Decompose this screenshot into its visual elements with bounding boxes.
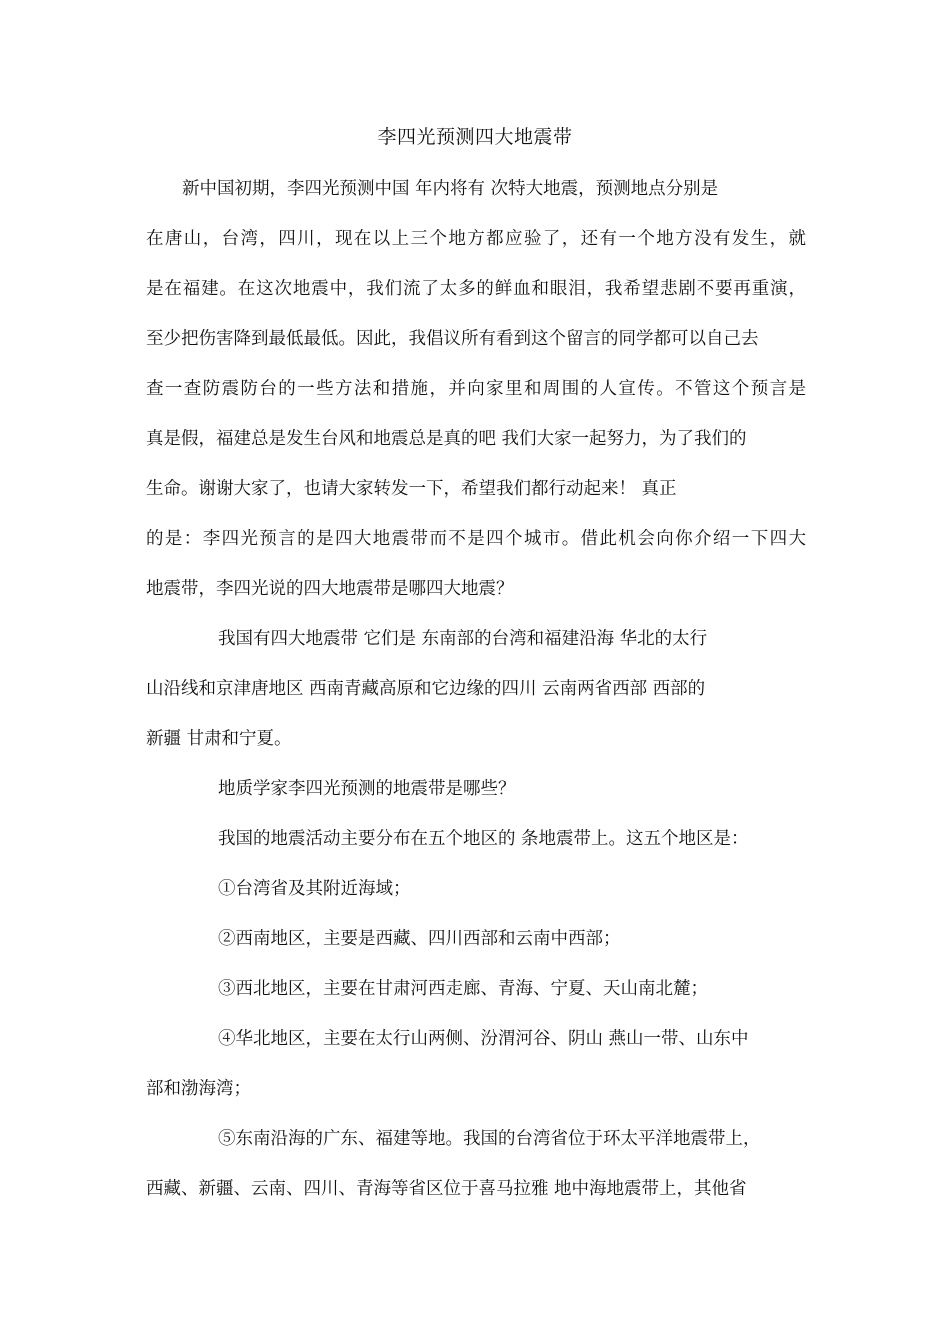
paragraph-line: 新中国初期，李四光预测中国 年内将有 次特大地震，预测地点分别是 [182, 179, 719, 199]
paragraph-line: 是在福建。在这次地震中，我们流了太多的鲜血和眼泪，我希望悲剧不要再重演， [146, 279, 806, 299]
paragraph-line: 新疆 甘肃和宁夏。 [146, 729, 292, 749]
paragraph-line: 我国的地震活动主要分布在五个地区的 条地震带上。这五个地区是： [218, 829, 749, 849]
document-title: 李四光预测四大地震带 [377, 126, 573, 148]
paragraph-line: 查一查防震防台的一些方法和措施，并向家里和周围的人宣传。不管这个预言是 [146, 379, 806, 399]
paragraph-line: 至少把伤害降到最低最低。因此，我倡议所有看到这个留言的同学都可以自己去 [146, 329, 759, 349]
list-item: ①台湾省及其附近海域； [218, 879, 411, 899]
list-item: ④华北地区，主要在太行山两侧、汾渭河谷、阴山 燕山一带、山东中 [218, 1029, 749, 1049]
paragraph-line: 地质学家李四光预测的地震带是哪些？ [218, 779, 516, 799]
paragraph-line: 山沿线和京津唐地区 西南青藏高原和它边缘的四川 云南两省西部 西部的 [146, 679, 706, 699]
list-item: ⑤东南沿海的广东、福建等地。我国的台湾省位于环太平洋地震带上， [218, 1129, 761, 1149]
paragraph-line: 地震带，李四光说的四大地震带是哪四大地震？ [146, 579, 514, 599]
list-item: ②西南地区，主要是西藏、四川西部和云南中西部； [218, 929, 621, 949]
paragraph-line: 真是假，福建总是发生台风和地震总是真的吧 我们大家一起努力，为了我们的 [146, 429, 747, 449]
paragraph-line: 在唐山，台湾，四川，现在以上三个地方都应验了，还有一个地方没有发生，就 [146, 229, 806, 249]
paragraph-line: 我国有四大地震带 它们是 东南部的台湾和福建沿海 华北的太行 [218, 629, 708, 649]
list-item-continuation: 部和渤海湾； [146, 1079, 251, 1099]
paragraph-line: 西藏、新疆、云南、四川、青海等省区位于喜马拉雅 地中海地震带上，其他省 [146, 1179, 747, 1199]
paragraph-line: 生命。谢谢大家了，也请大家转发一下，希望我们都行动起来！ 真正 [146, 479, 677, 499]
paragraph-line: 的是：李四光预言的是四大地震带而不是四个城市。借此机会向你介绍一下四大 [146, 529, 806, 549]
list-item: ③西北地区，主要在甘肃河西走廊、青海、宁夏、天山南北麓； [218, 979, 708, 999]
